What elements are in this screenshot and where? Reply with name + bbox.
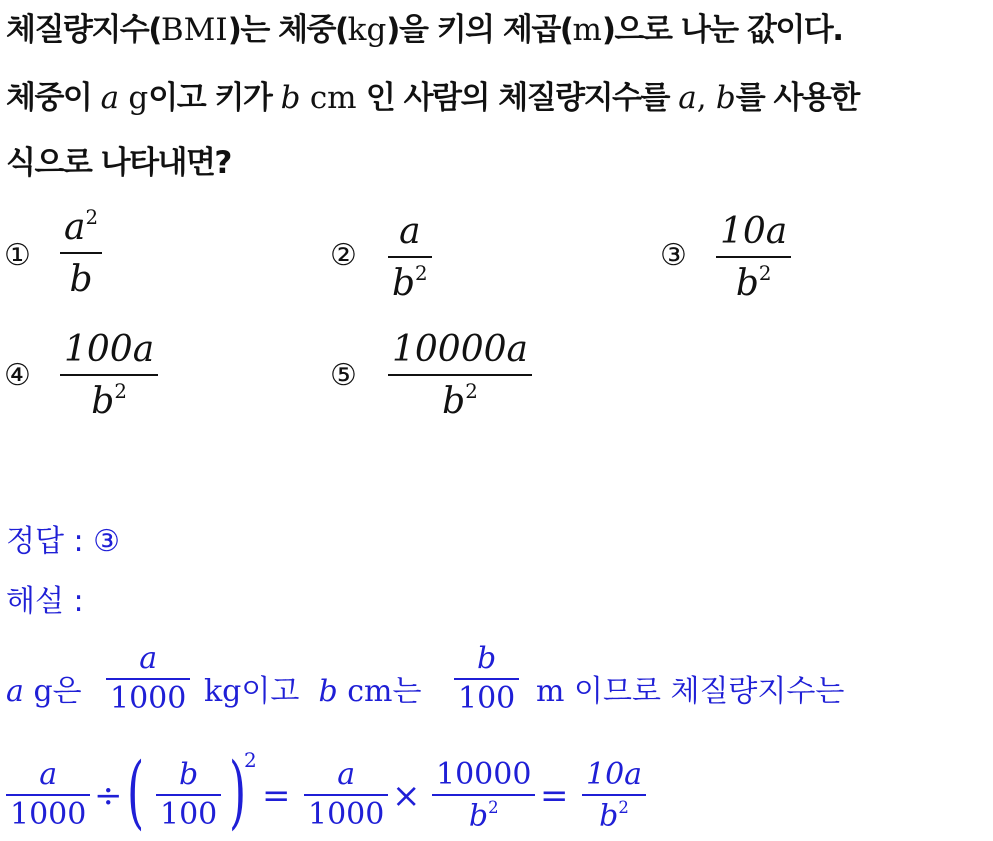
fraction-bar xyxy=(454,678,519,680)
question-line-3: 식으로 나타내면? xyxy=(6,145,231,181)
question-text: 를 사용한 xyxy=(735,80,859,116)
denominator: b xyxy=(69,258,93,300)
equals-operator: = xyxy=(540,776,569,816)
answer-label: 정답 : xyxy=(6,524,84,559)
math-variable: b xyxy=(318,674,338,709)
fraction-bar xyxy=(106,678,190,680)
times-operator: × xyxy=(392,776,421,816)
question-text: 이고 키가 xyxy=(148,80,281,116)
numerator: a xyxy=(39,757,58,792)
denominator: 1000 xyxy=(110,681,187,716)
numerator: 10a xyxy=(586,757,643,792)
question-line-1 xyxy=(6,4,843,49)
option-3-fraction xyxy=(716,212,791,302)
fraction-bar xyxy=(582,794,646,796)
question-text: )으로 나눈 값이다. xyxy=(601,12,843,48)
denominator: b xyxy=(468,798,489,834)
numerator: a xyxy=(64,206,86,248)
solution-text: 는 xyxy=(392,674,422,709)
fraction-bar xyxy=(388,374,532,376)
numerator: 10000a xyxy=(392,328,528,370)
answer-line xyxy=(6,516,120,560)
solution-fraction xyxy=(454,641,519,716)
question-text: 체중이 xyxy=(6,80,101,116)
exponent: 2 xyxy=(85,206,99,229)
solution-fraction xyxy=(432,757,535,834)
solution-text: 은 xyxy=(52,674,82,709)
numerator: a xyxy=(139,641,158,676)
math-unit: cm xyxy=(347,674,393,709)
solution-fraction xyxy=(106,641,190,716)
denominator: b xyxy=(392,262,416,304)
denominator: 100 xyxy=(458,681,516,716)
exponent: 2 xyxy=(465,379,478,403)
denominator: 1000 xyxy=(308,797,385,832)
numerator: a xyxy=(337,757,356,792)
math-unit: cm xyxy=(309,80,357,116)
option-2-marker: ② xyxy=(330,238,357,273)
math-punct: , xyxy=(696,80,707,116)
fraction-bar xyxy=(716,256,791,258)
option-4-marker: ④ xyxy=(4,358,31,393)
solution-text xyxy=(6,666,82,710)
question-text: )는 체중( xyxy=(227,12,348,48)
fraction-bar xyxy=(60,252,102,254)
math-variable: a xyxy=(678,80,697,116)
question-text: 체질량지수( xyxy=(6,12,161,48)
solution-label: 해설 : xyxy=(6,584,84,619)
exponent: 2 xyxy=(244,748,257,772)
math-variable: a xyxy=(100,80,120,116)
math-variable: a xyxy=(6,674,24,709)
option-4-fraction xyxy=(60,330,158,420)
exponent: 2 xyxy=(114,379,127,403)
exponent: 2 xyxy=(488,798,499,817)
math-unit: g xyxy=(128,80,149,116)
solution-text: 이고 xyxy=(241,674,300,709)
option-5-fraction xyxy=(388,330,532,420)
equals-operator: = xyxy=(262,776,291,816)
option-1-marker: ① xyxy=(4,238,31,273)
math-text: m xyxy=(572,12,602,48)
exponent: 2 xyxy=(618,798,629,817)
solution-fraction xyxy=(582,757,646,834)
answer-value: ③ xyxy=(93,524,121,559)
divide-operator: ÷ xyxy=(94,776,123,816)
denominator: b xyxy=(599,798,619,834)
math-variable: b xyxy=(280,80,301,116)
fraction-bar xyxy=(304,794,388,796)
math-text: kg xyxy=(347,12,387,48)
option-1-fraction xyxy=(60,208,102,298)
exponent: 2 xyxy=(415,261,428,285)
denominator: 100 xyxy=(160,797,218,832)
fraction-bar xyxy=(60,374,158,376)
denominator: b xyxy=(442,380,466,422)
right-paren: ) xyxy=(229,745,247,838)
numerator: a xyxy=(399,210,421,252)
left-paren: ( xyxy=(127,745,145,838)
denominator: 1000 xyxy=(10,797,87,832)
solution-fraction xyxy=(304,757,388,832)
fraction-bar xyxy=(432,794,535,796)
numerator: 10000 xyxy=(436,757,532,792)
math-text: BMI xyxy=(160,12,228,48)
numerator: 100a xyxy=(64,328,155,370)
question-line-2 xyxy=(6,72,859,117)
math-unit: m xyxy=(536,674,565,709)
solution-fraction xyxy=(6,757,90,832)
math-unit: g xyxy=(33,674,53,709)
solution-fraction xyxy=(156,757,221,832)
solution-text xyxy=(536,666,844,710)
denominator: b xyxy=(735,262,759,304)
math-variable: b xyxy=(715,80,736,116)
numerator: b xyxy=(179,757,199,792)
option-3-marker: ③ xyxy=(660,238,687,273)
denominator: b xyxy=(91,380,115,422)
question-text: 인 사람의 체질량지수를 xyxy=(356,80,679,116)
math-unit: kg xyxy=(204,674,242,709)
question-text: )을 키의 제곱( xyxy=(386,12,573,48)
solution-text xyxy=(204,666,421,710)
fraction-bar xyxy=(156,794,221,796)
exponent: 2 xyxy=(758,261,772,285)
option-2-fraction xyxy=(388,212,432,302)
fraction-bar xyxy=(6,794,90,796)
solution-text: 이므로 체질량지수는 xyxy=(574,674,845,709)
numerator: 10a xyxy=(720,210,788,252)
fraction-bar xyxy=(388,256,432,258)
option-5-marker: ⑤ xyxy=(330,358,357,393)
numerator: b xyxy=(477,641,497,676)
